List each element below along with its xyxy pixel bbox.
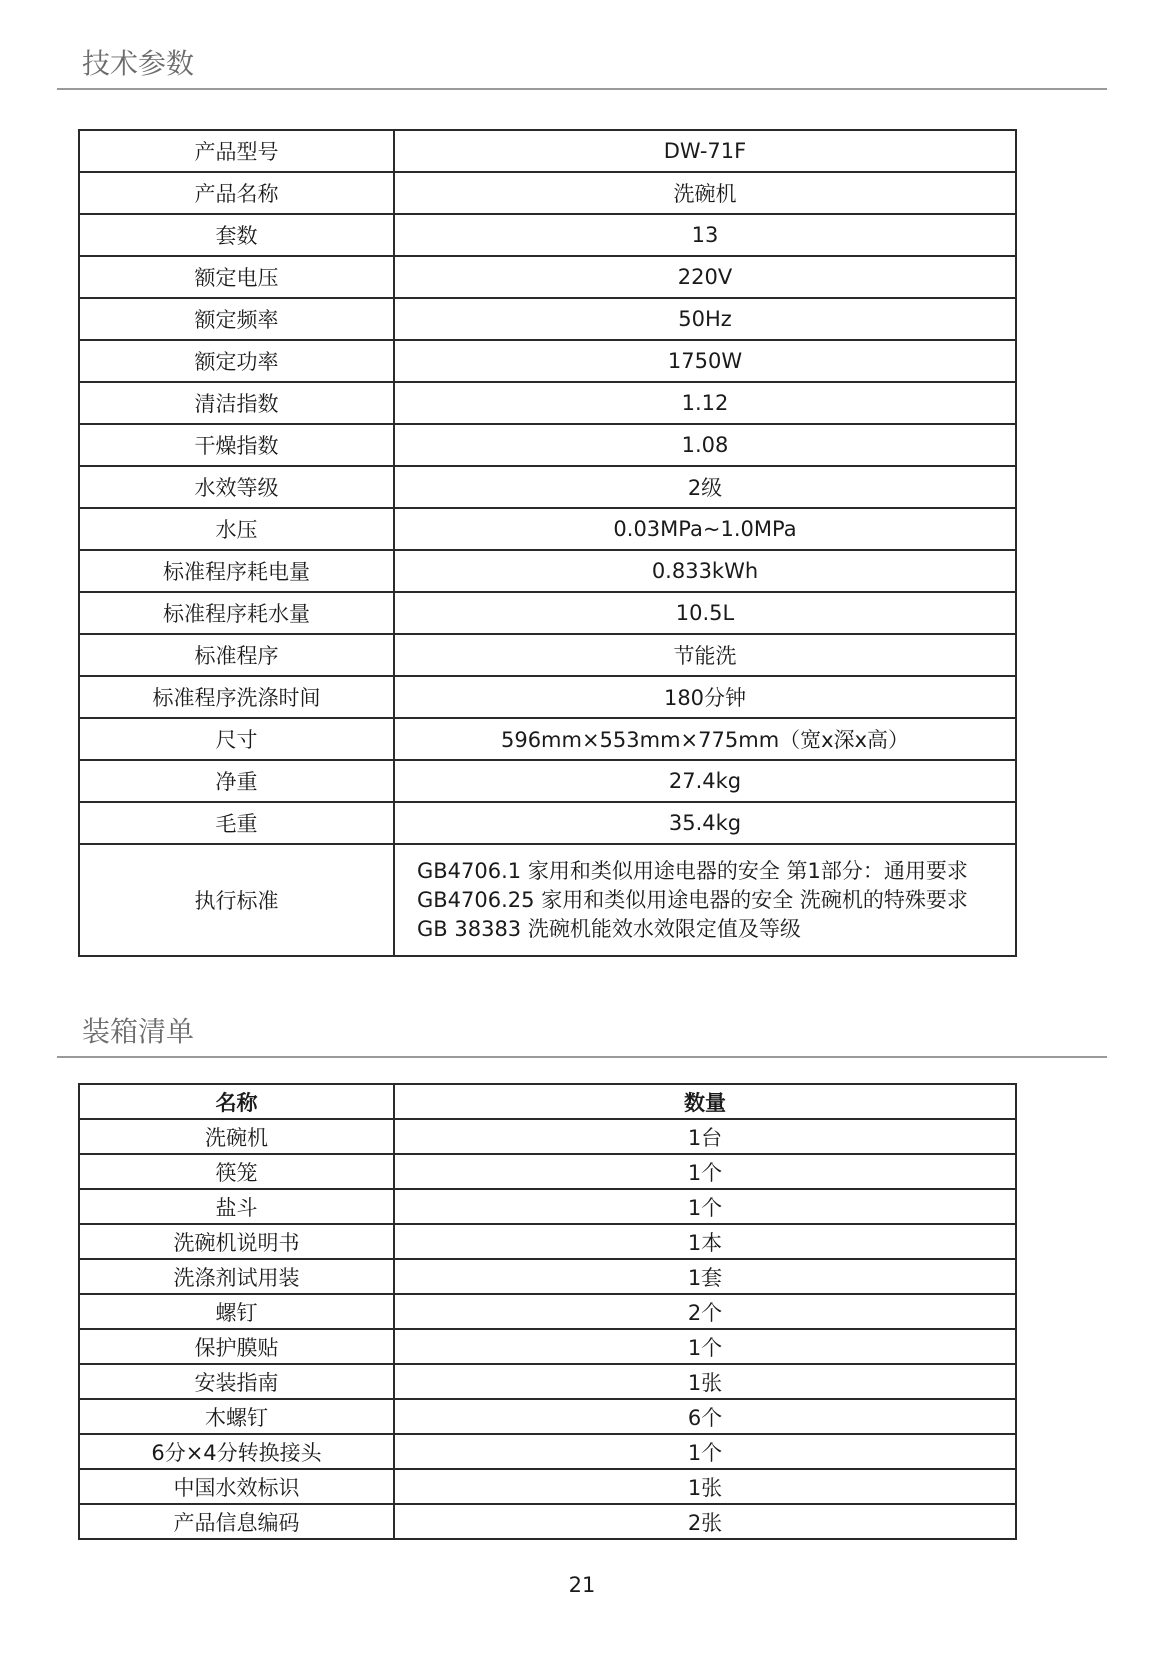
packing-item-name: 盐斗 — [79, 1189, 394, 1224]
standard-line: GB 38383 洗碗机能效水效限定值及等级 — [417, 916, 801, 941]
spec-label: 产品名称 — [79, 172, 394, 214]
spec-row-standard — [79, 844, 1016, 956]
packing-item-qty: 1张 — [394, 1364, 1016, 1399]
spec-label: 标准程序耗电量 — [79, 550, 394, 592]
spec-label: 水压 — [79, 508, 394, 550]
spec-label: 尺寸 — [79, 718, 394, 760]
spec-row — [79, 592, 1016, 634]
packing-row — [79, 1154, 1016, 1189]
spec-label: 额定功率 — [79, 340, 394, 382]
packing-section-divider — [57, 1056, 1107, 1058]
packing-item-qty: 1个 — [394, 1434, 1016, 1469]
packing-item-qty: 1本 — [394, 1224, 1016, 1259]
packing-item-qty: 2个 — [394, 1294, 1016, 1329]
spec-row — [79, 214, 1016, 256]
packing-item-name: 洗涤剂试用装 — [79, 1259, 394, 1294]
spec-value: 0.03MPa~1.0MPa — [394, 508, 1016, 550]
spec-value: 1.12 — [394, 382, 1016, 424]
packing-header-name: 名称 — [79, 1084, 394, 1119]
packing-row — [79, 1329, 1016, 1364]
packing-row — [79, 1294, 1016, 1329]
spec-row — [79, 718, 1016, 760]
spec-value: 35.4kg — [394, 802, 1016, 844]
packing-section-title: 装箱清单 — [82, 1015, 195, 1048]
spec-label: 套数 — [79, 214, 394, 256]
spec-row — [79, 508, 1016, 550]
spec-row — [79, 130, 1016, 172]
packing-item-qty: 1个 — [394, 1154, 1016, 1189]
packing-row — [79, 1364, 1016, 1399]
spec-value: 27.4kg — [394, 760, 1016, 802]
standard-line: GB4706.1 家用和类似用途电器的安全 第1部分：通用要求 — [417, 858, 968, 883]
packing-row — [79, 1434, 1016, 1469]
spec-label: 标准程序 — [79, 634, 394, 676]
spec-value: 洗碗机 — [394, 172, 1016, 214]
packing-header-row — [79, 1084, 1016, 1119]
spec-row — [79, 382, 1016, 424]
spec-value: 节能洗 — [394, 634, 1016, 676]
spec-value: 50Hz — [394, 298, 1016, 340]
packing-item-qty: 1个 — [394, 1189, 1016, 1224]
spec-section-divider — [57, 88, 1107, 90]
packing-item-qty: 6个 — [394, 1399, 1016, 1434]
spec-value: 180分钟 — [394, 676, 1016, 718]
packing-row — [79, 1189, 1016, 1224]
spec-value: 1.08 — [394, 424, 1016, 466]
spec-label: 标准程序耗水量 — [79, 592, 394, 634]
spec-row — [79, 298, 1016, 340]
spec-row — [79, 760, 1016, 802]
packing-item-name: 安装指南 — [79, 1364, 394, 1399]
packing-row — [79, 1224, 1016, 1259]
spec-value: DW-71F — [394, 130, 1016, 172]
packing-row — [79, 1399, 1016, 1434]
packing-row — [79, 1469, 1016, 1504]
spec-row — [79, 550, 1016, 592]
packing-item-name: 洗碗机 — [79, 1119, 394, 1154]
packing-row — [79, 1259, 1016, 1294]
spec-label: 额定电压 — [79, 256, 394, 298]
packing-header-qty: 数量 — [394, 1084, 1016, 1119]
spec-label: 额定频率 — [79, 298, 394, 340]
spec-row — [79, 172, 1016, 214]
packing-item-qty: 1台 — [394, 1119, 1016, 1154]
spec-row — [79, 424, 1016, 466]
spec-label: 毛重 — [79, 802, 394, 844]
packing-item-qty: 1张 — [394, 1469, 1016, 1504]
packing-item-name: 筷笼 — [79, 1154, 394, 1189]
packing-item-qty: 2张 — [394, 1504, 1016, 1539]
spec-row — [79, 634, 1016, 676]
packing-item-name: 螺钉 — [79, 1294, 394, 1329]
spec-label: 执行标准 — [79, 844, 394, 956]
standard-line: GB4706.25 家用和类似用途电器的安全 洗碗机的特殊要求 — [417, 887, 968, 912]
packing-table — [78, 1083, 1017, 1540]
spec-value: 596mm×553mm×775mm（宽x深x高） — [394, 718, 1016, 760]
spec-row — [79, 256, 1016, 298]
page-number: 21 — [568, 1573, 596, 1597]
spec-value: 13 — [394, 214, 1016, 256]
spec-label: 产品型号 — [79, 130, 394, 172]
spec-value: 10.5L — [394, 592, 1016, 634]
packing-item-name: 保护膜贴 — [79, 1329, 394, 1364]
spec-section-title: 技术参数 — [82, 47, 195, 80]
spec-value: 2级 — [394, 466, 1016, 508]
packing-row — [79, 1504, 1016, 1539]
spec-label: 净重 — [79, 760, 394, 802]
spec-value: 220V — [394, 256, 1016, 298]
packing-row — [79, 1119, 1016, 1154]
spec-label: 水效等级 — [79, 466, 394, 508]
packing-item-name: 中国水效标识 — [79, 1469, 394, 1504]
packing-item-name: 木螺钉 — [79, 1399, 394, 1434]
spec-value: 1750W — [394, 340, 1016, 382]
spec-standard-list — [394, 844, 1016, 956]
packing-item-name: 6分×4分转换接头 — [79, 1434, 394, 1469]
spec-row — [79, 466, 1016, 508]
spec-row — [79, 676, 1016, 718]
packing-item-qty: 1套 — [394, 1259, 1016, 1294]
spec-label: 清洁指数 — [79, 382, 394, 424]
spec-value: 0.833kWh — [394, 550, 1016, 592]
packing-item-name: 产品信息编码 — [79, 1504, 394, 1539]
spec-label: 标准程序洗涤时间 — [79, 676, 394, 718]
packing-item-name: 洗碗机说明书 — [79, 1224, 394, 1259]
spec-label: 干燥指数 — [79, 424, 394, 466]
packing-item-qty: 1个 — [394, 1329, 1016, 1364]
spec-table — [78, 129, 1017, 957]
spec-row — [79, 802, 1016, 844]
spec-row — [79, 340, 1016, 382]
